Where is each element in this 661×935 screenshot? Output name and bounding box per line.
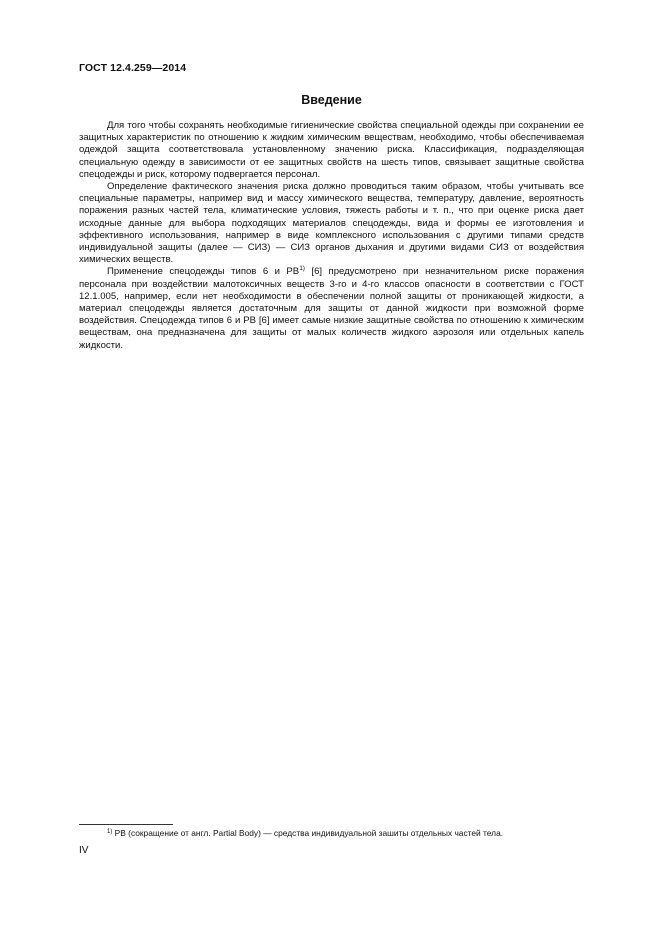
paragraph-3-rest: [6] предусмотрено при незначительном риске поражения персонала при воздействии малотоксичных веществ 3-го и 4-го классов опасности в соответствии с ГОСТ 12.1.005, например, если нет необходимости в обеспечении полной защиты от проникающей жидкости, а материал спецодежды является достаточным для защиты от данной жидкости при возможной форме воздействия. Спецодежда типов 6 и РВ [6] имеет самые низкие защитные свойства по отношению к химическим веществам, она предназначена для защиты от малых количеств жидкого аэрозоля или отдельных капель жидкости. <box>79 266 585 351</box>
footnote <box>107 828 585 839</box>
paragraph-3-start: Применение спецодежды типов 6 и РВ <box>107 266 300 278</box>
paragraph-1: Для того чтобы сохранять необходимые гигиенические свойства специальной одежды при сохранении ее защитных характеристик по отношению к жидким химическим веществам, необходимо, чтобы обеспечиваемая одеждой защита соответствовала установленному значению риска. Классификация, подразделяющая специальную одежду в зависимости от ее защитных свойств на шесть типов, связывает защитные свойства спецодежды и риск, которому подвергается персонал. <box>79 120 584 180</box>
footnote-reference[interactable]: 1) <box>299 265 305 273</box>
footnote-separator <box>79 824 173 825</box>
paragraph-2: Определение фактического значения риска должно проводиться таким образом, чтобы учитывать все специальные параметры, например вид и массу химического вещества, температуру, давление, вероятность поражения разных частей тела, климатические условия, тяжесть работы и т. п., что при оценке риска дает исходные данные для выбора подходящих материалов спецодежды, вида и формы ее изготовления и эффективного использования, например в виде комплексного использования с другими типами средств индивидуальной защиты (далее — СИЗ) — СИЗ органов дыхания и другими видами СИЗ от воздействия химических веществ. <box>79 181 584 266</box>
document-header: ГОСТ 12.4.259—2014 <box>79 62 187 74</box>
footnote-marker: 1) <box>107 829 113 835</box>
paragraph-3 <box>79 266 584 351</box>
section-title: Введение <box>301 93 362 107</box>
page-number: IV <box>79 845 89 856</box>
body-text <box>79 120 584 352</box>
footnote-text: РВ (сокращение от англ. Partial Body) — средства индивидуальной зашиты отдельных частей тела. <box>112 828 504 838</box>
